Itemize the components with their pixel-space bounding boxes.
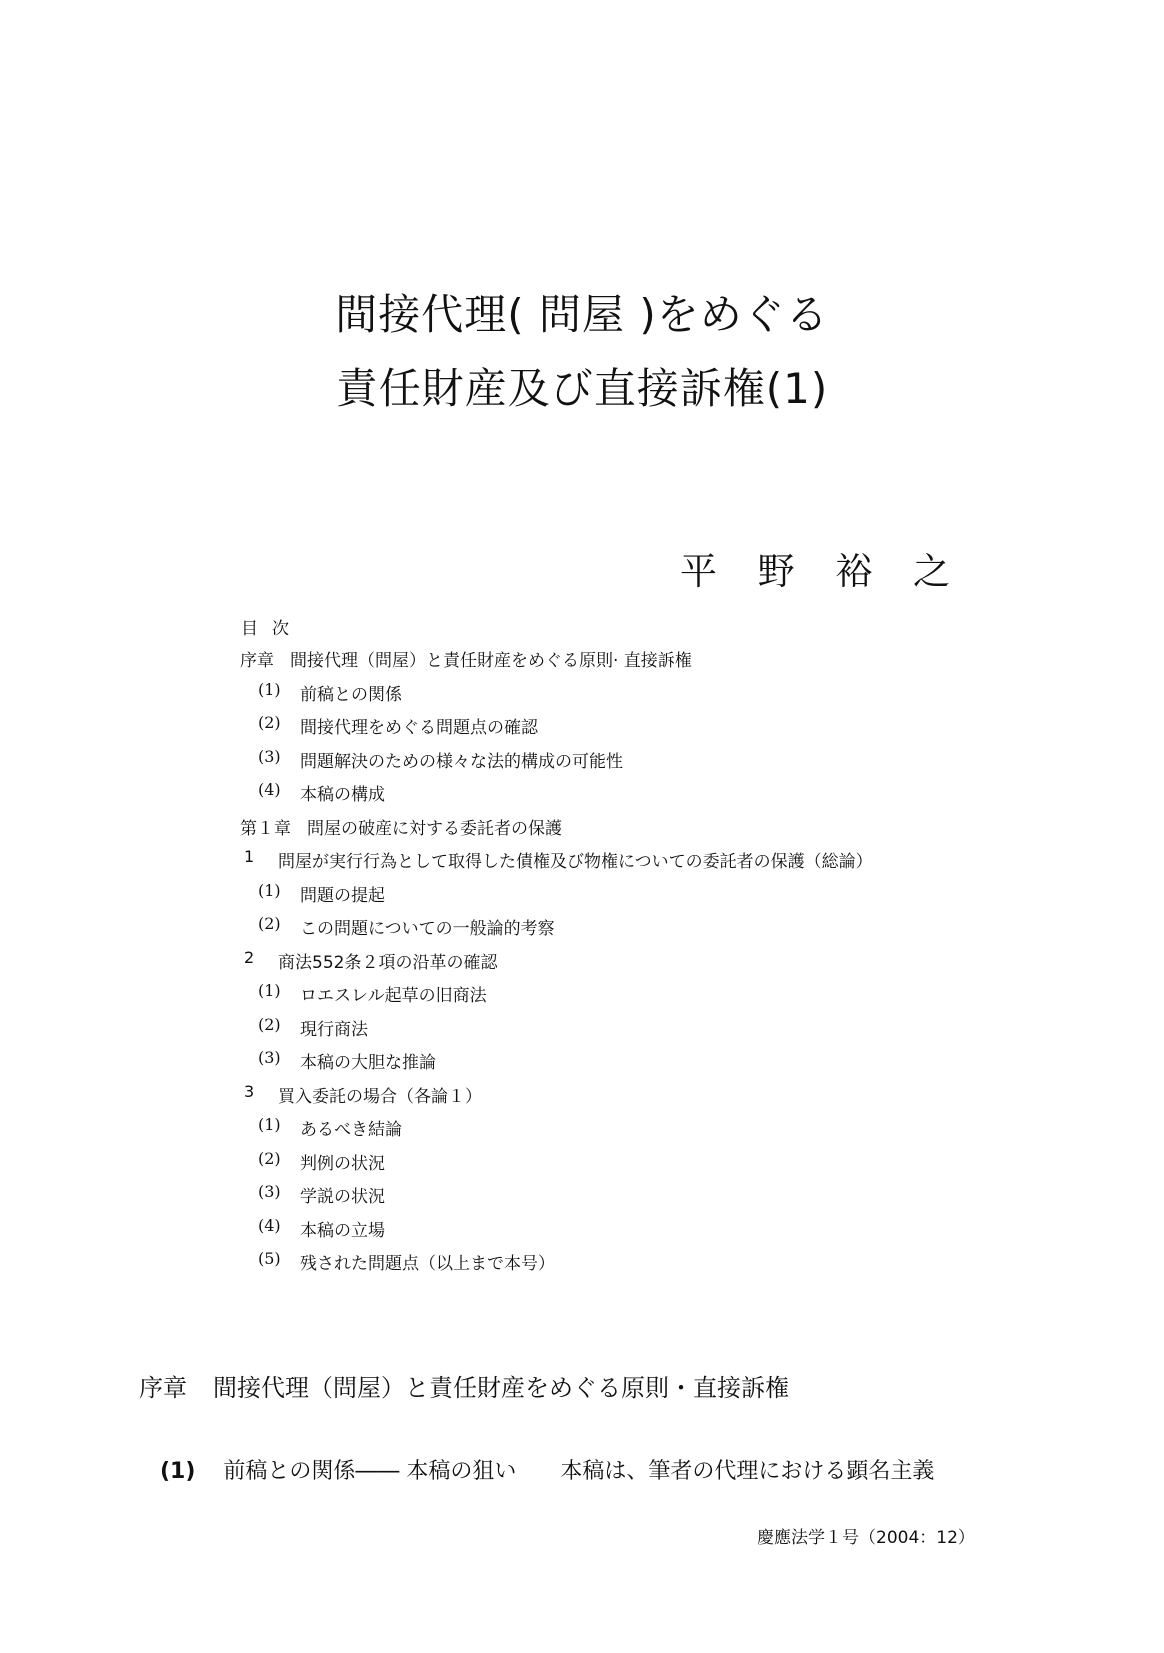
toc-item (240, 981, 873, 1015)
toc-item (240, 713, 873, 747)
table-of-contents (240, 646, 873, 1283)
toc-item-number: 1 (244, 847, 255, 866)
toc-item-text: 残された問題点（以上まで本号） (300, 1254, 555, 1274)
toc-item (240, 680, 873, 714)
journal-citation: 慶應法学１号（2004：12） (757, 1528, 975, 1548)
toc-item-number: (1) (258, 679, 281, 699)
toc-item-text: 現行商法 (300, 1019, 368, 1040)
toc-item-number: (3) (258, 1048, 281, 1067)
toc-item-text: 買入委託の場合（各論１） (278, 1086, 482, 1107)
toc-item-text: この問題についての一般論的考察 (300, 919, 555, 939)
toc-item-text: 問屋の破産に対する委託者の保護 (307, 818, 562, 839)
toc-item-text: 間接代理をめぐる問題点の確認 (300, 718, 538, 738)
toc-item (240, 948, 873, 982)
toc-item-number: (4) (258, 1215, 281, 1235)
toc-item-text: 問題解決のための様々な法的構成の可能性 (300, 751, 623, 772)
subsection-line (160, 1454, 934, 1485)
toc-item (240, 1082, 873, 1116)
toc-item-number: (2) (258, 713, 281, 732)
toc-item-text: 判例の状況 (300, 1153, 385, 1174)
toc-item-text: 前稿との関係 (300, 684, 402, 705)
toc-item-number: (1) (258, 981, 281, 1000)
toc-item-number: (5) (258, 1249, 281, 1268)
author-char: 裕 (835, 550, 873, 593)
toc-item-text: 間接代理（問屋）と責任財産をめぐる原則· 直接訴権 (290, 651, 692, 671)
toc-item (240, 1249, 873, 1283)
title-line-1: 間接代理( 問屋 )をめぐる (335, 290, 829, 339)
toc-item-text: 本稿の立場 (300, 1220, 385, 1241)
subsection-title: 前稿との関係―― 本稿の狙い (223, 1459, 517, 1484)
toc-item (240, 881, 873, 915)
toc-heading: 目次 (241, 619, 303, 639)
toc-item-number: 2 (244, 947, 255, 967)
toc-item (240, 914, 873, 948)
toc-item (240, 1149, 873, 1183)
chapter-heading (139, 1368, 789, 1403)
toc-item (240, 780, 873, 814)
toc-item (240, 1182, 873, 1216)
toc-item-text: 商法552条２項の沿革の確認 (278, 952, 498, 973)
toc-item (240, 1115, 873, 1149)
toc-item (240, 1216, 873, 1250)
toc-item-number: (2) (258, 1014, 281, 1034)
toc-item-text: 問屋が実行行為として取得した債権及び物権についての委託者の保護（総論） (278, 852, 873, 872)
toc-item-number: (1) (258, 1115, 281, 1134)
toc-item (240, 646, 873, 680)
toc-item-text: 本稿の構成 (300, 785, 385, 805)
toc-item-number: 3 (244, 1081, 255, 1101)
title-line-2: 責任財産及び直接訴権(1) (335, 364, 829, 413)
author-char: 野 (757, 550, 795, 593)
subsection-number: (1) (160, 1459, 196, 1484)
toc-item-text: 学説の状況 (300, 1187, 385, 1207)
chapter-heading-text: 間接代理（問屋）と責任財産をめぐる原則・直接訴権 (213, 1374, 789, 1402)
toc-item-number: (4) (258, 780, 281, 799)
chapter-heading-label: 序章 (139, 1374, 187, 1402)
author-char: 平 (680, 550, 717, 593)
toc-item-number: 序章 (240, 651, 274, 671)
toc-item (240, 814, 873, 848)
toc-item-text: 問題の提起 (300, 885, 385, 906)
author-char: 之 (912, 550, 950, 593)
toc-item (240, 1048, 873, 1082)
toc-item-number: (2) (258, 914, 281, 933)
toc-item (240, 1015, 873, 1049)
body-text: 本稿は、筆者の代理における顕名主義 (560, 1459, 935, 1484)
toc-item-text: 本稿の大胆な推論 (300, 1053, 436, 1073)
toc-item-number: (1) (258, 880, 281, 900)
toc-item-number: (3) (258, 1182, 281, 1201)
toc-item-number: (3) (258, 746, 281, 766)
toc-item-number: (2) (258, 1148, 281, 1168)
toc-item-text: ロエスレル起草の旧商法 (300, 986, 487, 1006)
toc-item (240, 847, 873, 881)
toc-item-number: 第１章 (240, 818, 291, 839)
author-name (680, 541, 950, 595)
toc-item-text: あるべき結論 (300, 1120, 402, 1140)
toc-item (240, 747, 873, 781)
